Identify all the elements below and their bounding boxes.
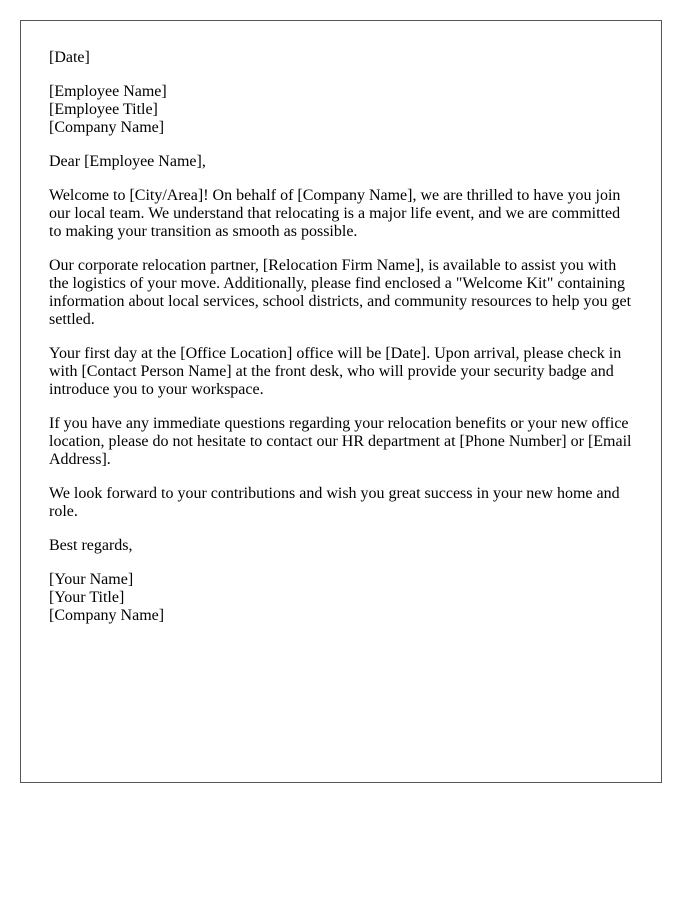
recipient-name: [Employee Name] bbox=[49, 83, 167, 100]
body-paragraph-closing: We look forward to your contributions and wish you great success in your new home and role. bbox=[49, 485, 620, 520]
salutation: Dear [Employee Name], bbox=[49, 153, 206, 170]
sender-name: [Your Name] bbox=[49, 571, 134, 588]
letter-date: [Date] bbox=[49, 49, 90, 66]
body-paragraph-first-day: Your first day at the [Office Location] office will be [Date]. Upon arrival, please check in with [Contact Person Name] at the front desk, who will provide your security badge and introduce you to your workspace. bbox=[49, 345, 622, 398]
recipient-block bbox=[49, 83, 633, 137]
closing: Best regards, bbox=[49, 537, 133, 554]
body-paragraph-questions: If you have any immediate questions regarding your relocation benefits or your new office location, please do not hesitate to contact our HR department at [Phone Number] or [Email Address]. bbox=[49, 415, 632, 468]
signature-block bbox=[49, 571, 633, 625]
body-paragraph-welcome: Welcome to [City/Area]! On behalf of [Company Name], we are thrilled to have you join our local team. We understand that relocating is a major life event, and we are committed to making your transition as smooth as possible. bbox=[49, 187, 621, 240]
letter-page bbox=[20, 20, 662, 783]
body-paragraph-relocation: Our corporate relocation partner, [Relocation Firm Name], is available to assist you with the logistics of your move. Additionally, please find enclosed a "Welcome Kit" containing information about local services, school districts, and community resources to help you get settled. bbox=[49, 257, 632, 328]
recipient-title: [Employee Title] bbox=[49, 101, 158, 118]
sender-company: [Company Name] bbox=[49, 607, 165, 624]
recipient-company: [Company Name] bbox=[49, 119, 165, 136]
sender-title: [Your Title] bbox=[49, 589, 125, 606]
